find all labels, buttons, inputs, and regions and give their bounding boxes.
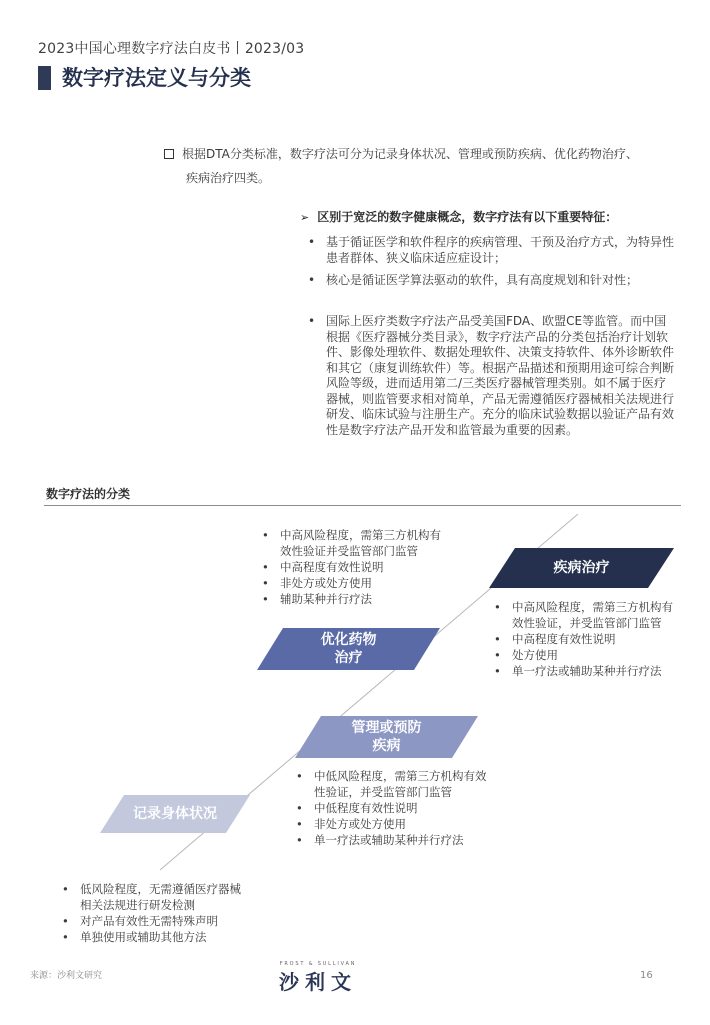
- list-item: • 对产品有效性无需特殊声明: [62, 913, 248, 929]
- list-item: • 中高程度有效性说明: [262, 559, 442, 575]
- page-number: 16: [640, 970, 653, 981]
- list-item: • 非处方或处方使用: [262, 575, 442, 591]
- optimize-list: [262, 527, 442, 607]
- source-note: 来源：沙利文研究: [30, 971, 103, 981]
- feature-text: 国际上医疗类数字疗法产品受美国FDA、欧盟CE等监管。而中国根据《医疗器械分类目录》，数字疗法产品的分类包括治疗计划软件、影像处理软件、数据处理软件、决策支持软件、体外诊断软件和其它（康复训练软件）等。根据产品描述和预期用途可综合判断风险等级，进而适用第二/三类医疗器械管理类别。如不属于医疗器械，则监管要求相对简单，产品无需遵循医疗器械相关法规进行研发、临床试验与注册生产。充分的临床试验数据以验证产品有效性是数字疗法产品开发和监管最为重要的因素。: [326, 314, 675, 437]
- report-header: 2023中国心理数字疗法白皮书丨2023/03: [38, 41, 305, 57]
- manage-list: [296, 768, 492, 848]
- features-heading-text: 区别于宽泛的数字健康概念，数字疗法有以下重要特征：: [317, 210, 618, 224]
- optimize-badge: [270, 628, 427, 670]
- record-badge: [112, 795, 238, 833]
- feature-text: 核心是循证医学算法驱动的软件，具有高度规划和针对性；: [326, 273, 639, 287]
- treat-badge: [502, 548, 661, 588]
- manage-label-line2: 疾病: [372, 738, 401, 754]
- company-logo: 沙利文: [279, 970, 357, 994]
- list-item: • 非处方或处方使用: [296, 816, 492, 832]
- logo-subtitle: FROST & SULLIVAN: [279, 961, 357, 967]
- list-item: • 中高风险程度，需第三方机构有效性验证并受监管部门监管: [262, 527, 442, 559]
- list-item: • 中高程度有效性说明: [494, 631, 680, 647]
- record-label: 记录身体状况: [133, 806, 217, 822]
- intro-line-1: 根据DTA分类标准，数字疗法可分为记录身体状况、管理或预防疾病、优化药物治疗、: [182, 147, 638, 161]
- intro-line-2: 疾病治疗四类。: [186, 171, 271, 185]
- list-item: • 单一疗法或辅助某种并行疗法: [296, 832, 492, 848]
- bullet-icon: •: [308, 273, 316, 287]
- treat-label: 疾病治疗: [553, 560, 610, 576]
- feature-text: 基于循证医学和软件程序的疾病管理、干预及治疗方式，为特异性患者群体、狭义临床适应症设计；: [326, 235, 675, 265]
- arrow-bullet-icon: ➢: [300, 211, 310, 224]
- section-label: 数字疗法的分类: [46, 487, 131, 501]
- list-item: • 处方使用: [494, 647, 680, 663]
- treat-list: [494, 599, 680, 679]
- list-item: • 辅助某种并行疗法: [262, 591, 442, 607]
- list-item: • 低风险程度，无需遵循医疗器械相关法规进行研发检测: [62, 881, 248, 913]
- manage-badge: [308, 716, 465, 758]
- bullet-icon: •: [308, 235, 316, 249]
- bullet-icon: •: [308, 314, 316, 328]
- list-item: • 单一疗法或辅助某种并行疗法: [494, 663, 680, 679]
- page-title: 数字疗法定义与分类: [62, 66, 251, 90]
- list-item: • 中低程度有效性说明: [296, 800, 492, 816]
- list-item: • 单独使用或辅助其他方法: [62, 929, 248, 945]
- list-item: • 中高风险程度，需第三方机构有效性验证，并受监管部门监管: [494, 599, 680, 631]
- record-list: [62, 881, 248, 945]
- optimize-label-line1: 优化药物: [320, 632, 377, 648]
- manage-label-line1: 管理或预防: [351, 720, 422, 736]
- optimize-label-line2: 治疗: [334, 650, 363, 666]
- list-item: • 中低风险程度，需第三方机构有效性验证，并受监管部门监管: [296, 768, 492, 800]
